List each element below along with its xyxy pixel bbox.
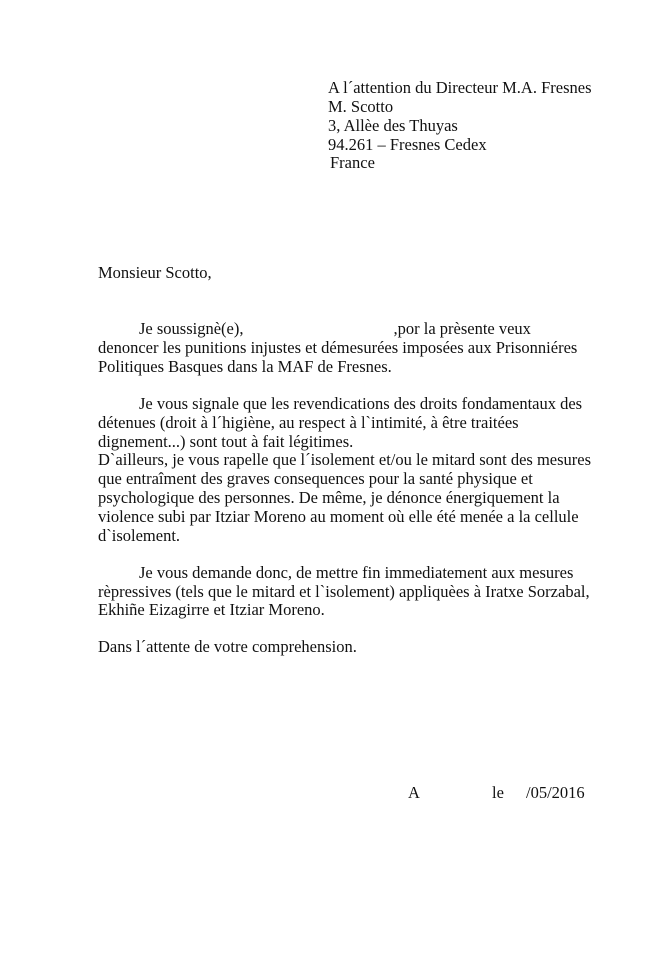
recipient-line-city: 94.261 – Fresnes Cedex [328, 135, 487, 154]
signer-label: Je soussignè(e), [139, 319, 244, 338]
salutation: Monsieur Scotto, [98, 263, 212, 282]
paragraph-claims-line-5: que entraîment des graves consequences pour la santé physique et [98, 469, 533, 488]
paragraph-claims-line-6: psychologique des personnes. De même, je dénonce énergiquement la [98, 488, 560, 507]
paragraph-claims-line-3: dignement...) sont tout à fait légitimes. [98, 432, 354, 451]
recipient-line-street: 3, Allèe des Thuyas [328, 116, 458, 135]
paragraph-claims-line-2: détenues (droit à l´higiène, au respect à l`intimité, à être traitées [98, 413, 519, 432]
paragraph-intro-line-1-end: ,por la prèsente veux [393, 319, 531, 338]
paragraph-intro-line-2: denoncer les punitions injustes et démesurées imposées aux Prisonniéres [98, 338, 578, 357]
paragraph-intro-line-1 [139, 319, 531, 339]
recipient-line-attention: A l´attention du Directeur M.A. Fresnes [328, 78, 592, 97]
paragraph-claims-line-7: violence subi par Itziar Moreno au moment où elle été menée a la cellule [98, 507, 579, 526]
paragraph-demand-line-1: Je vous demande donc, de mettre fin immediatement aux mesures [139, 563, 574, 582]
closing-line: Dans l´attente de votre comprehension. [98, 637, 357, 656]
paragraph-claims-line-8: d`isolement. [98, 526, 181, 545]
paragraph-demand-line-3: Ekhiñe Eizagirre et Itziar Moreno. [98, 600, 325, 619]
date-value: /05/2016 [526, 783, 585, 802]
paragraph-claims-line-1: Je vous signale que les revendications des droits fondamentaux des [139, 394, 583, 413]
recipient-line-name: M. Scotto [328, 97, 394, 116]
paragraph-intro-line-3: Politiques Basques dans la MAF de Fresnes. [98, 357, 392, 376]
paragraph-claims-line-4: D`ailleurs, je vous rapelle que l´isolement et/ou le mitard sont des mesures [98, 450, 592, 469]
place-label: A [408, 783, 420, 802]
recipient-line-country: France [330, 153, 375, 172]
date-label: le [492, 783, 504, 802]
paragraph-demand-line-2: rèpressives (tels que le mitard et l`isolement) appliquèes à Iratxe Sorzabal, [98, 582, 590, 601]
